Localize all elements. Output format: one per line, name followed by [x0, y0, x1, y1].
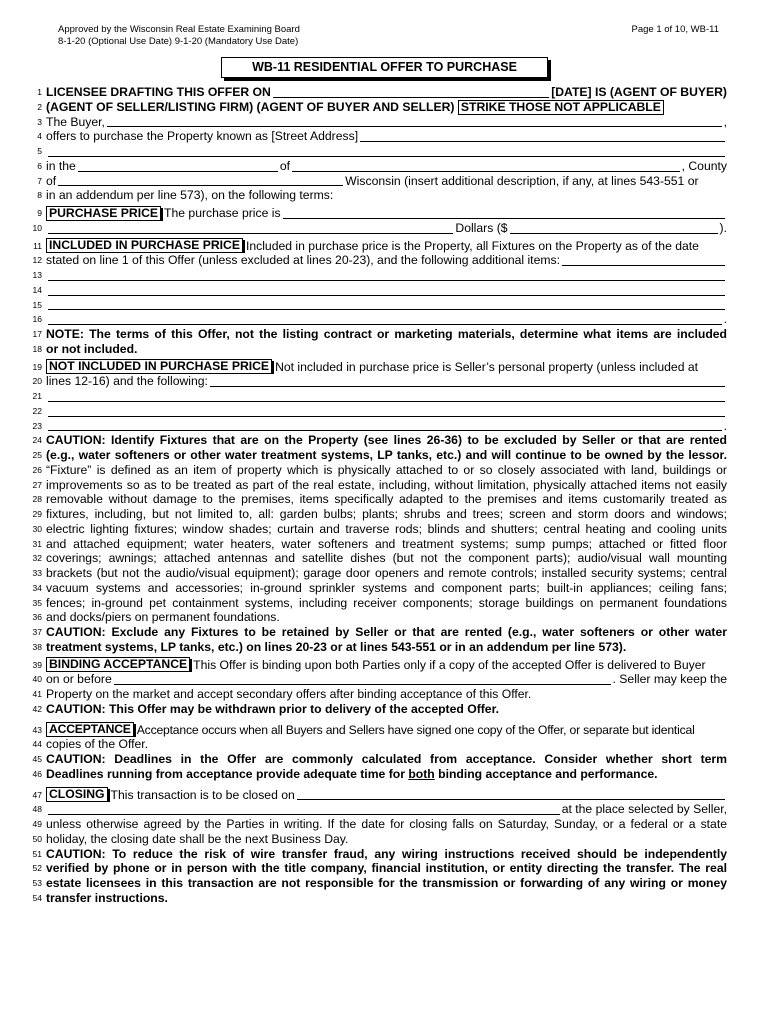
- line-46: 46 Deadlines running from acceptance provide adequate time for both binding acceptance and performance.: [32, 766, 658, 781]
- line-22: 22: [30, 404, 727, 419]
- closing-heading: CLOSING: [46, 787, 108, 802]
- line-20: 20 lines 12-16) and the following:: [30, 374, 727, 389]
- line-33: 33 brackets (but not the audio/visual equipment); garage door openers and remote controls; installed security systems; central: [32, 566, 727, 580]
- line-53: 53 estate licensees in this transaction are not responsible for the transmission or forwarding of any wiring or money: [32, 876, 727, 890]
- line-47: 47 CLOSING This transaction is to be closed on: [30, 788, 727, 803]
- line-8: 8 in an addendum per line 573), on the following terms:: [37, 188, 334, 203]
- line-51: 51 CAUTION: To reduce the risk of wire transfer fraud, any wiring instructions received should be independently: [32, 846, 727, 861]
- line-45: 45 CAUTION: Deadlines in the Offer are commonly calculated from acceptance. Consider whether short term: [32, 752, 727, 766]
- approved-line: Approved by the Wisconsin Real Estate Examining Board: [58, 24, 300, 35]
- offer-date-field[interactable]: [273, 86, 549, 98]
- included-items-field-4[interactable]: [48, 298, 725, 310]
- buyer-name-field[interactable]: [107, 115, 722, 127]
- binding-acceptance-deadline-field[interactable]: [114, 673, 611, 685]
- line-10: 10 Dollars ($ ).: [32, 220, 727, 235]
- included-items-field-2[interactable]: [48, 269, 725, 281]
- municipality-name-field[interactable]: [292, 160, 680, 172]
- excluded-items-field[interactable]: [210, 375, 725, 387]
- line-21: 21: [30, 389, 727, 404]
- purchase-price-words-field[interactable]: [283, 207, 725, 219]
- form-body: [30, 85, 727, 906]
- line-32: 32 coverings; awnings; attached antennas and satellite dishes (but not the component parts); audio/visual wall mounting: [32, 551, 727, 566]
- not-included-heading: NOT INCLUDED IN PURCHASE PRICE: [46, 359, 272, 374]
- included-heading: INCLUDED IN PURCHASE PRICE: [46, 238, 243, 253]
- line-52: 52 verified by phone or in person with the title company, financial institution, or entity directing the transfer. The real: [32, 861, 727, 876]
- included-items-field-3[interactable]: [48, 284, 725, 296]
- page-number: Page 1 of 10, WB-11: [631, 24, 719, 35]
- line-12: 12 stated on line 1 of this Offer (unless excluded at lines 20-23), and the following additional items:: [30, 253, 727, 268]
- line-19: 19 NOT INCLUDED IN PURCHASE PRICE Not included in purchase price is Seller’s personal property (unless included at: [32, 359, 699, 374]
- document-title: WB-11 RESIDENTIAL OFFER TO PURCHASE: [221, 57, 548, 78]
- line-3: 3 The Buyer, ,: [37, 114, 727, 129]
- excluded-items-field-4[interactable]: [48, 419, 722, 431]
- excluded-items-field-2[interactable]: [48, 390, 725, 402]
- line-9: 9 PURCHASE PRICE The purchase price is: [30, 206, 727, 221]
- line-7: 7 of Wisconsin (insert additional description, if any, at lines 543-551 or: [37, 173, 699, 188]
- line-37: 37 CAUTION: Exclude any Fixtures to be retained by Seller or that are rented (e.g., water softeners or other water: [32, 625, 727, 639]
- closing-date-continued-field[interactable]: [48, 803, 560, 815]
- line-49: 49 unless otherwise agreed by the Parties in writing. If the date for closing falls on Saturday, Sunday, or a federal or a state: [32, 817, 727, 831]
- included-items-field-5[interactable]: [48, 313, 722, 325]
- line-48: 48 at the place selected by Seller,: [32, 802, 727, 817]
- line-43: 43 ACCEPTANCE Acceptance occurs when all Buyers and Sellers have signed one copy of the Offer, or separate but identical: [32, 722, 695, 737]
- line-24: 24 CAUTION: Identify Fixtures that are on the Property (see lines 26-36) to be excluded by Seller or that are rented: [32, 433, 727, 448]
- included-items-field[interactable]: [562, 254, 725, 266]
- line-35: 35 fences; in-ground pet containment systems, including receiver components; storage buildings on permanent foundations: [32, 595, 727, 610]
- line-34: 34 vacuum systems and accessories; in-ground sprinkler systems and component parts; built-in appliances; ceiling fans;: [32, 580, 727, 595]
- line-30: 30 electric lighting fixtures; window shades; curtain and traverse rods; blinds and shutters; central heating and cooling units: [32, 521, 727, 536]
- line-41: 41 Property on the market and accept secondary offers after binding acceptance of this Offer.: [32, 687, 532, 701]
- binding-acceptance-heading: BINDING ACCEPTANCE: [46, 657, 190, 672]
- header-approval: [58, 24, 300, 47]
- line-29: 29 fixtures, including, but not limited to, all: garden bulbs; plants; shrubs and trees; screen and storm doors and windows;: [32, 507, 727, 521]
- line-17: 17 NOTE: The terms of this Offer, not the listing contract or marketing materials, determine what items are included: [32, 327, 727, 341]
- line-39: 39 BINDING ACCEPTANCE This Offer is binding upon both Parties only if a copy of the accepted Offer is delivered to Buyer: [32, 657, 706, 672]
- purchase-price-heading: PURCHASE PRICE: [46, 206, 161, 221]
- line-23: 23 .: [32, 418, 727, 433]
- line-28: 28 removable without damage to the premises, items specifically adapted to the premises and items customarily treated as: [32, 492, 727, 507]
- line-2: 2 (AGENT OF SELLER/LISTING FIRM) (AGENT OF BUYER AND SELLER) STRIKE THOSE NOT APPLICABLE: [30, 100, 727, 115]
- line-54: 54 transfer instructions.: [32, 890, 168, 905]
- line-16: 16 .: [32, 312, 727, 327]
- municipality-type-field[interactable]: [78, 160, 278, 172]
- line-6: 6 in the of , County: [37, 158, 727, 173]
- acceptance-heading: ACCEPTANCE: [46, 722, 134, 737]
- address-continued-field[interactable]: [48, 145, 725, 157]
- line-36: 36 and docks/piers on permanent foundations.: [32, 610, 280, 625]
- line-40: 40 on or before . Seller may keep the: [32, 672, 727, 687]
- line-4: 4 offers to purchase the Property known as [Street Address]: [30, 129, 727, 144]
- strike-instruction: STRIKE THOSE NOT APPLICABLE: [458, 100, 664, 115]
- line-42: 42 CAUTION: This Offer may be withdrawn prior to delivery of the accepted Offer.: [32, 701, 500, 716]
- county-field[interactable]: [58, 174, 343, 186]
- line-31: 31 and attached equipment; water heaters, water softeners and treatment systems; sump pumps; attached or fitted floor: [32, 536, 727, 551]
- closing-date-field[interactable]: [297, 788, 725, 800]
- line-11: 11 INCLUDED IN PURCHASE PRICE Included in purchase price is the Property, all Fixtures on the Property as of the date: [33, 238, 699, 253]
- line-27: 27 improvements so as to be treated as part of the real estate, including, without limitation, physically attached items not easily: [32, 477, 727, 492]
- line-26: 26 “Fixture” is defined as an item of property which is physically attached to or so closely associated with land, buildings or: [32, 462, 727, 477]
- purchase-price-amount-field[interactable]: [510, 222, 718, 234]
- line-44: 44 copies of the Offer.: [32, 737, 149, 752]
- line-38: 38 treatment systems, LP tanks, etc.) on lines 20-23 or at lines 543-551 or in an addendum per line 573).: [32, 639, 627, 654]
- street-address-field[interactable]: [360, 130, 725, 142]
- excluded-items-field-3[interactable]: [48, 405, 725, 417]
- line-14: 14: [30, 283, 727, 298]
- line-13: 13: [30, 268, 727, 283]
- dates-line: 8-1-20 (Optional Use Date) 9-1-20 (Mandatory Use Date): [58, 35, 299, 47]
- line-18: 18 or not included.: [32, 341, 138, 356]
- line-15: 15: [30, 298, 727, 313]
- line-25: 25 (e.g., water softeners or other water treatment systems, LP tanks, etc.) and will continue to be owned by the lessor.: [32, 448, 727, 462]
- line-50: 50 holiday, the closing date shall be the next Business Day.: [32, 831, 349, 846]
- purchase-price-words-continued[interactable]: [48, 222, 453, 234]
- line-5: 5: [30, 144, 727, 159]
- line-1: 1 LICENSEE DRAFTING THIS OFFER ON [DATE] IS (AGENT OF BUYER): [37, 85, 727, 99]
